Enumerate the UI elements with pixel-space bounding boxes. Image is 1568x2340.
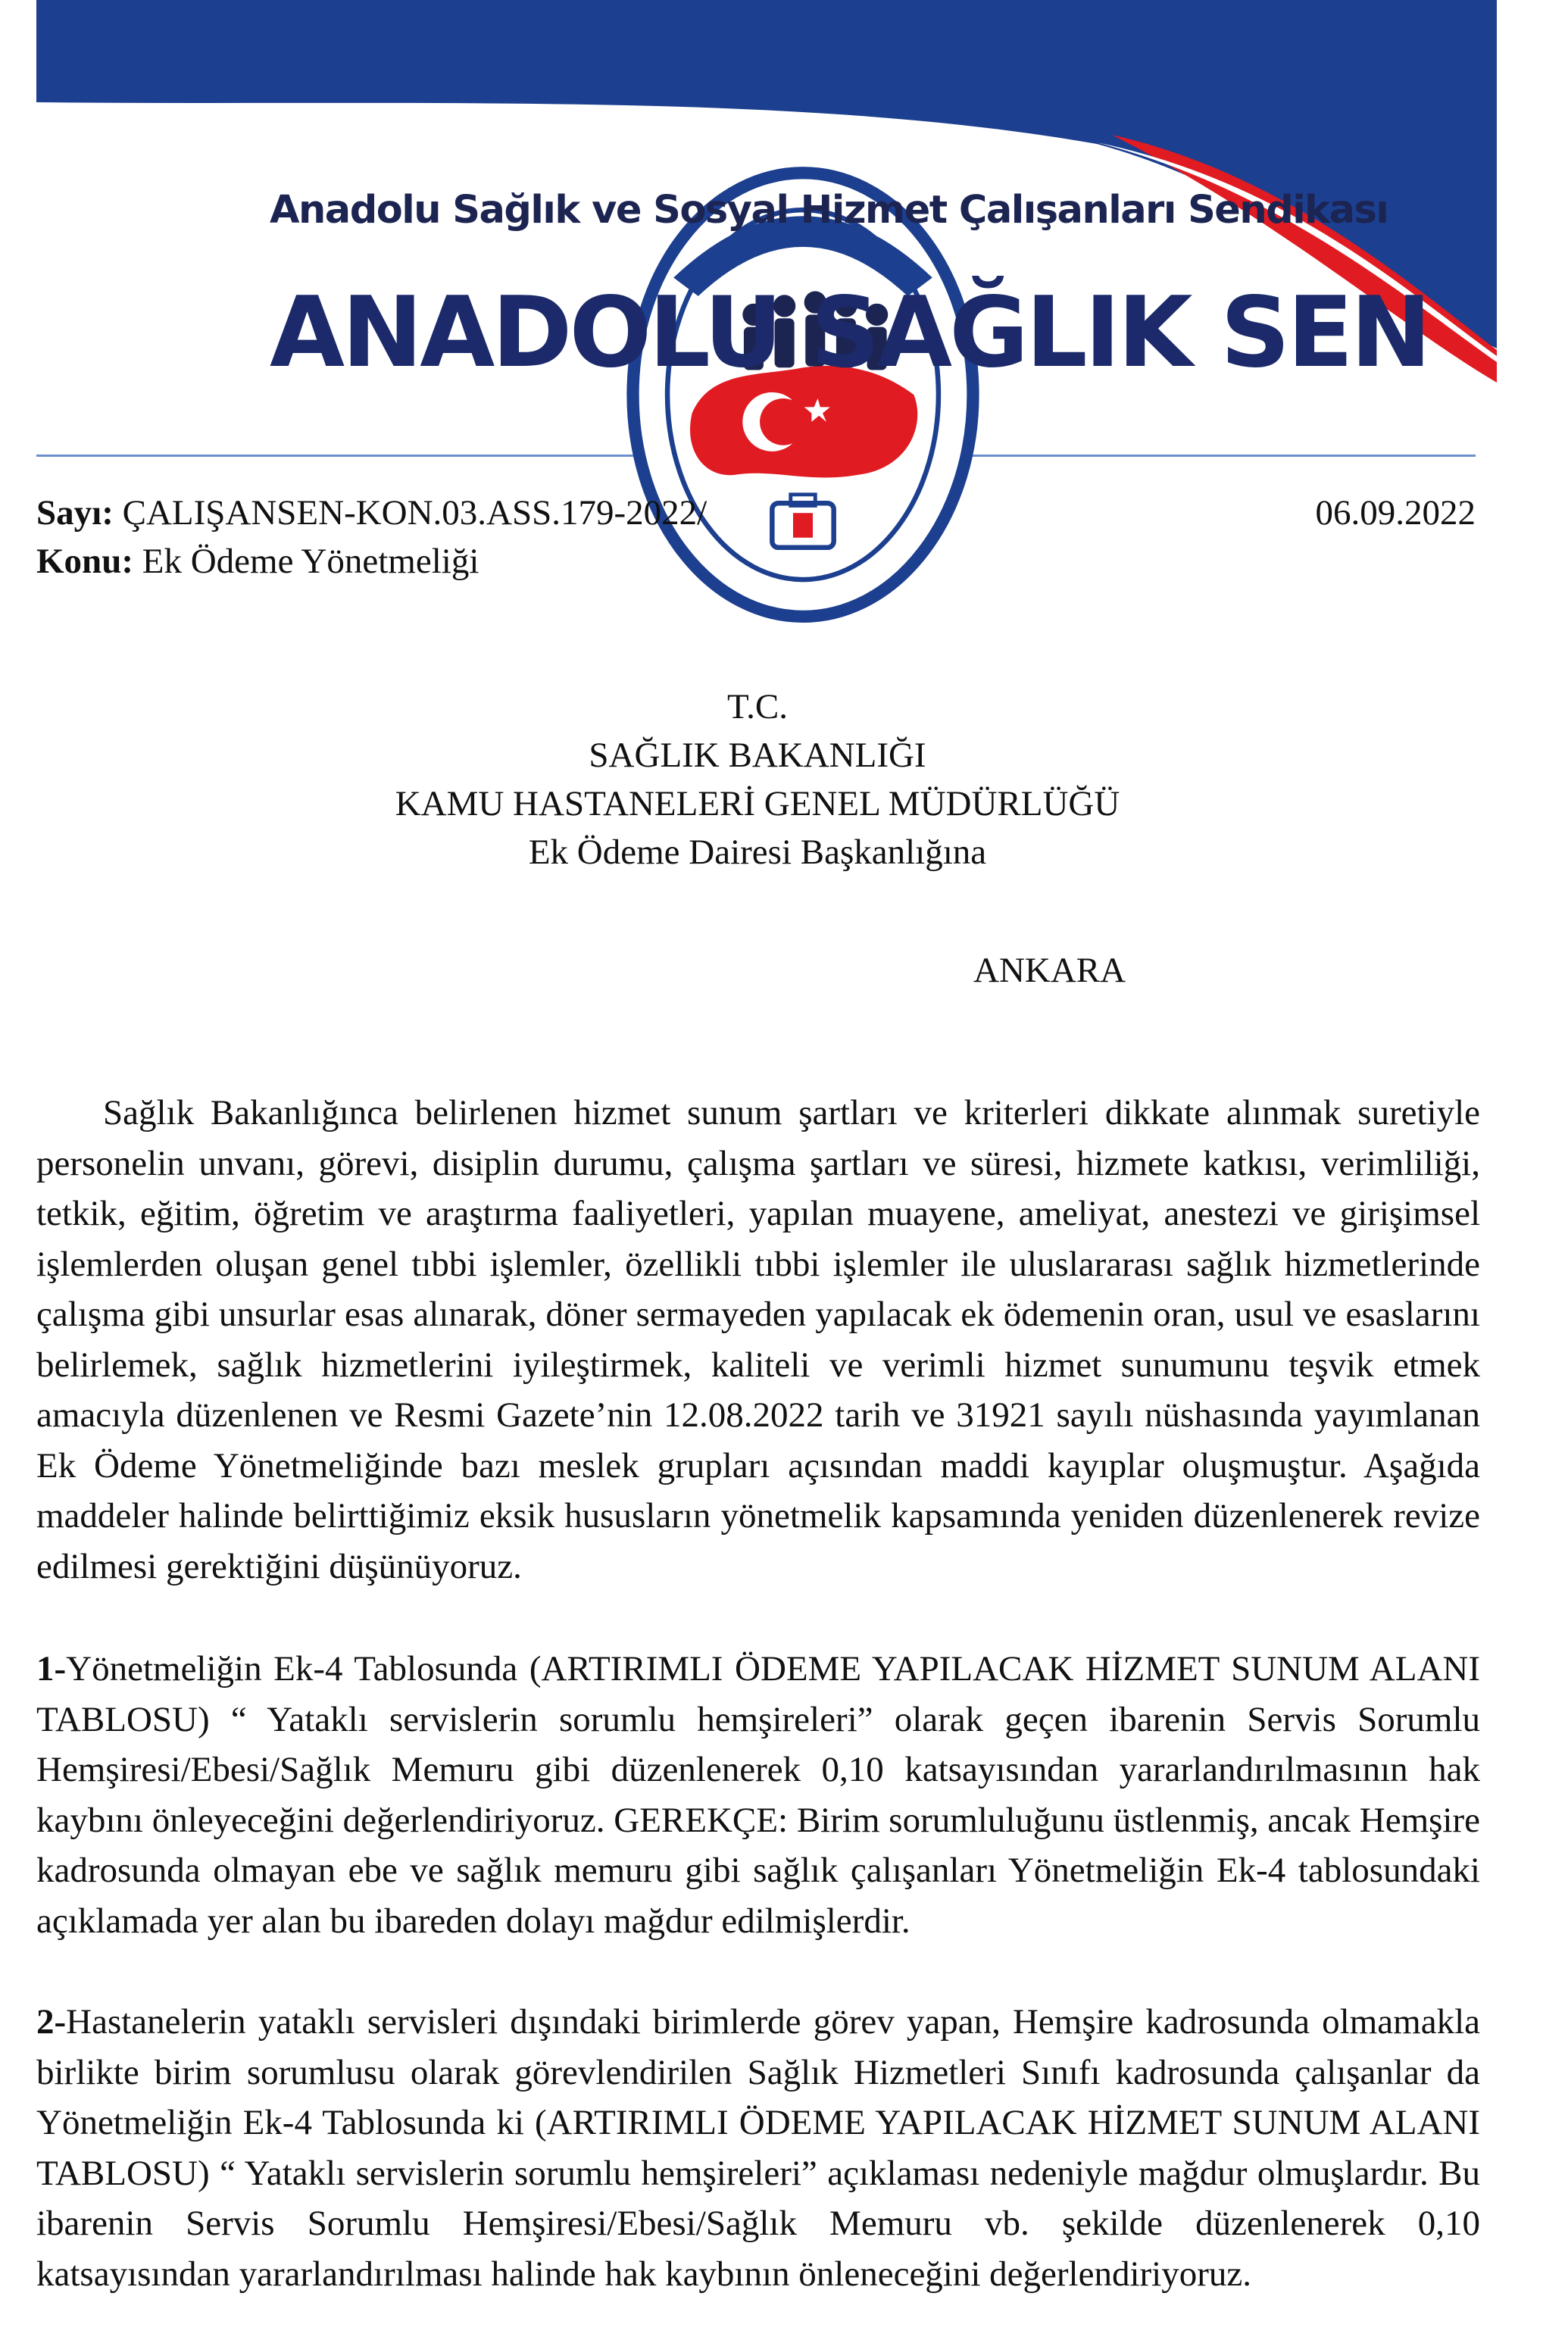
subject-value: Ek Ödeme Yönetmeliği xyxy=(133,542,479,581)
reference-number xyxy=(36,492,707,533)
item-number: 2- xyxy=(36,2002,67,2042)
letterhead xyxy=(36,0,1497,462)
org-full-name: Anadolu Sağlık ve Sosyal Hizmet Çalışanları Sendikası xyxy=(270,188,1388,233)
addressee-line-1: T.C. xyxy=(726,687,789,726)
reference-value: ÇALIŞANSEN-KON.03.ASS.179-2022/ xyxy=(113,493,707,533)
addressee-line-3: KAMU HASTANELERİ GENEL MÜDÜRLÜĞÜ xyxy=(395,784,1120,823)
addressee-city: ANKARA xyxy=(973,951,1126,990)
list-item xyxy=(36,1997,1480,2299)
intro-paragraph: Sağlık Bakanlığınca belirlenen hizmet sunum şartları ve kriterleri dikkate alınmak suretiyle personelin unvanı, görevi, disiplin durumu, çalışma şartları ve süresi, hizmete katkısı, verimliliği, tetkik, eğitim, öğretim ve araştırma faaliyetleri, yapılan muayene, ameliyat, anestezi ve girişimsel işlemlerden oluşan genel tıbbi işlemler, özellikli tıbbi işlemler ile uluslararası sağlık hizmetlerinde çalışma gibi unsurlar esas alınarak, döner sermayeden yapılacak ek ödemenin oran, usul ve esaslarını belirlemek, sağlık hizmetlerini iyileştirmek, kaliteli ve verimli hizmet sunumunu teşvik etmek amacıyla düzenlenen ve Resmi Gazete’nin 12.08.2022 tarih ve 31921 sayılı nüshasında yayımlanan Ek Ödeme Yönetmeliğinde bazı meslek grupları açısından maddi kayıplar oluşmuştur. Aşağıda maddeler halinde belirttiğimiz eksik hususların yönetmelik kapsamında yeniden düzenlenerek revize edilmesi gerektiğini düşünüyoruz. xyxy=(36,1093,1480,1586)
subject-label: Konu: xyxy=(36,542,133,581)
union-seal-logo xyxy=(73,161,292,445)
subject-line xyxy=(36,541,479,582)
org-short-name: ANADOLU SAĞLIK SEN xyxy=(270,276,1429,389)
document-date: 06.09.2022 xyxy=(1315,493,1476,533)
addressee-line-2: SAĞLIK BAKANLIĞI xyxy=(589,736,926,775)
addressee-line-4: Ek Ödeme Dairesi Başkanlığına xyxy=(528,833,987,872)
list-item xyxy=(36,1644,1480,1946)
item-text: Yönetmeliğin Ek-4 Tablosunda (ARTIRIMLI ÖDEME YAPILACAK HİZMET SUNUM ALANI TABLOSU) “ Yataklı servislerin sorumlu hemşireleri” olarak geçen ibarenin Servis Sorumlu Hemşiresi/Ebesi/Sağlık Memuru gibi düzenlenerek 0,10 katsayısından yararlandırılmasının hak kaybını önleyeceğini değerlendiriyoruz. GEREKÇE: Birim sorumluluğunu üstlenmiş, ancak Hemşire kadrosunda olmayan ebe ve sağlık memuru gibi sağlık çalışanları Yönetmeliğin Ek-4 tablosundaki açıklamada yer alan bu ibareden dolayı mağdur edilmişlerdir. xyxy=(36,1649,1480,1941)
item-text: Hastanelerin yataklı servisleri dışındaki birimlerde görev yapan, Hemşire kadrosunda olmamakla birlikte birim sorumlusu olarak görevlendirilen Sağlık Hizmetleri Sınıfı kadrosunda çalışanlar da Yönetmeliğin Ek-4 Tablosunda ki (ARTIRIMLI ÖDEME YAPILACAK HİZMET SUNUM ALANI TABLOSU) “ Yataklı servislerin sorumlu hemşireleri” açıklaması nedeniyle mağdur olmuşlardır. Bu ibarenin Servis Sorumlu Hemşiresi/Ebesi/Sağlık Memuru vb. şekilde düzenlenerek 0,10 katsayısından yararlandırılması halinde hak kaybının önleneceğini değerlendiriyoruz. xyxy=(36,2002,1480,2294)
reference-label: Sayı: xyxy=(36,493,114,533)
item-number: 1- xyxy=(36,1649,67,1689)
